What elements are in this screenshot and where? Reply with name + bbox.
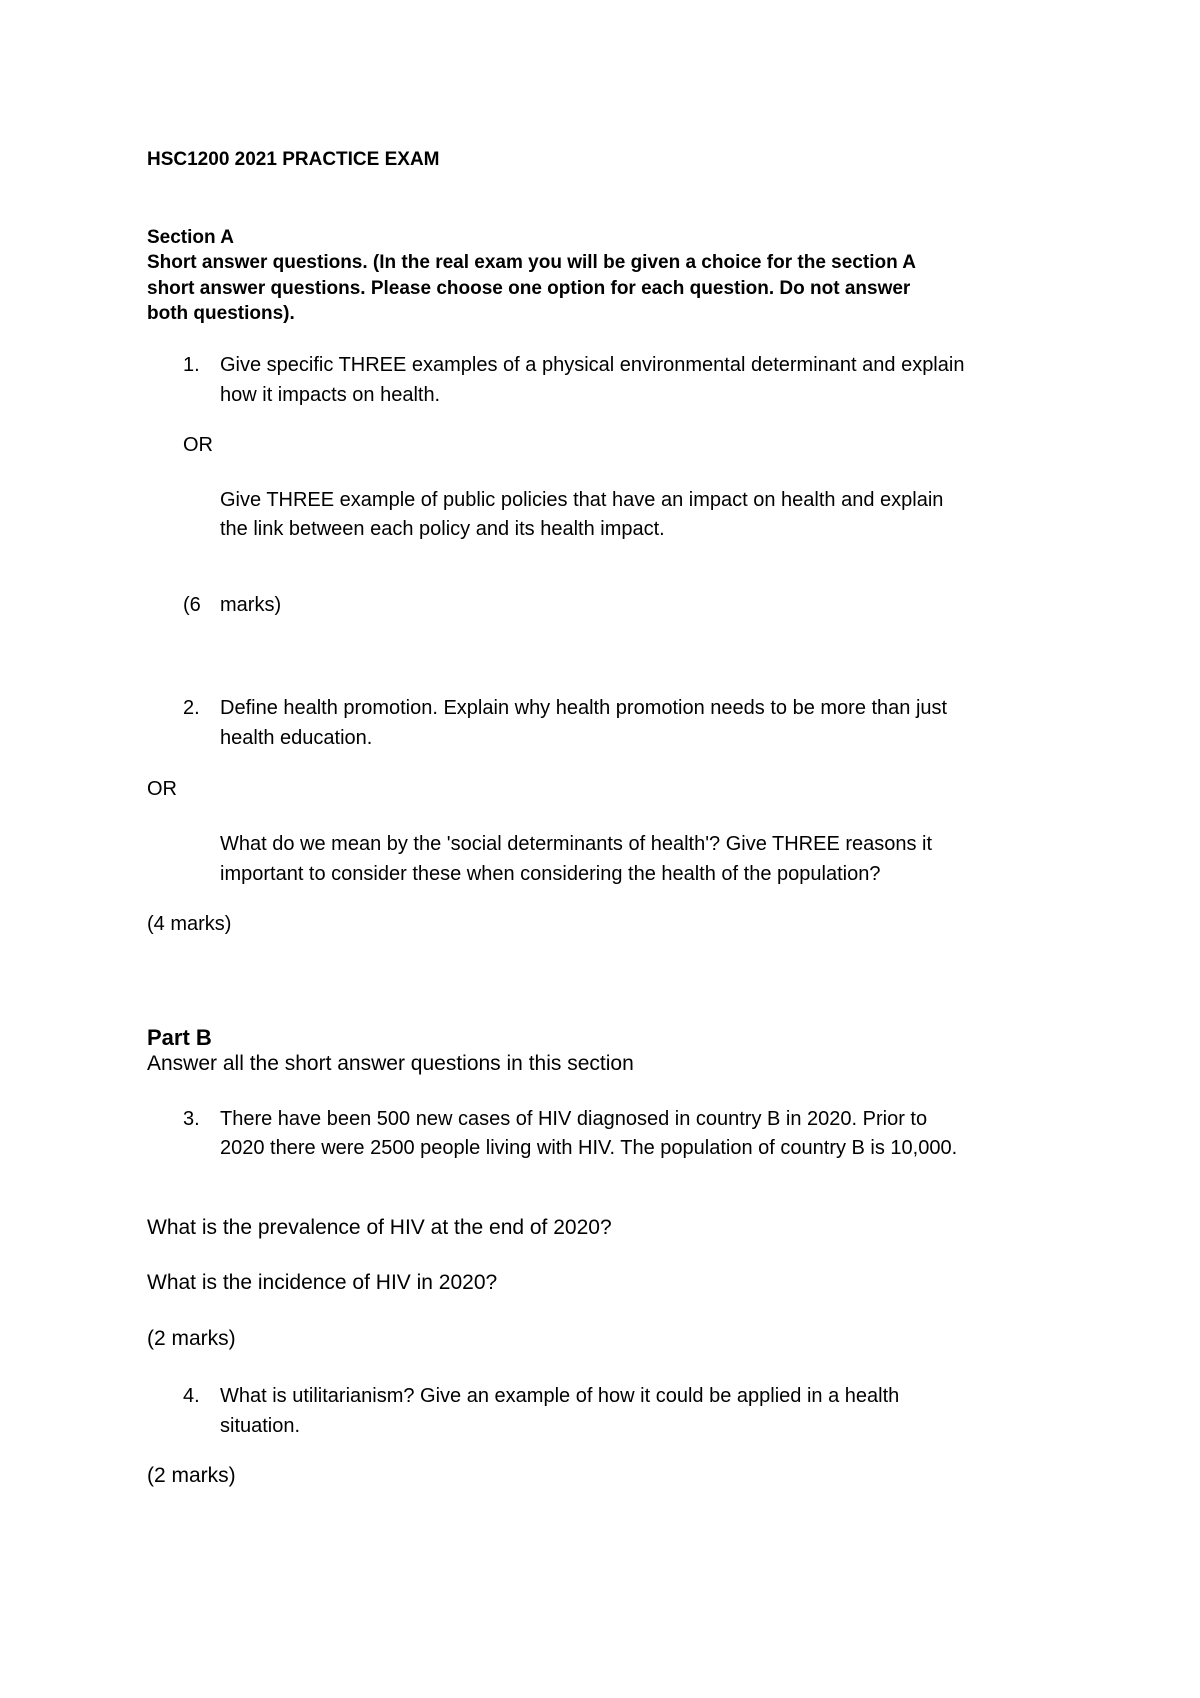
- question-1-marks-open: (6: [183, 594, 201, 616]
- section-a-instructions-line-3: both questions).: [147, 303, 295, 324]
- section-a-instructions-line-2: short answer questions. Please choose one option for each question. Do not answer: [147, 278, 911, 299]
- question-2-or: OR: [147, 778, 177, 800]
- question-3-marks: (2 marks): [147, 1327, 236, 1350]
- question-2-number: 2.: [183, 697, 200, 719]
- question-3-line-1: There have been 500 new cases of HIV diagnosed in country B in 2020. Prior to: [220, 1108, 928, 1130]
- question-1-alt-line-2: the link between each policy and its health impact.: [220, 518, 665, 540]
- question-1-or: OR: [183, 434, 213, 456]
- part-b-subtitle: Answer all the short answer questions in this section: [147, 1052, 634, 1075]
- question-4-line-1: What is utilitarianism? Give an example of how it could be applied in a health: [220, 1385, 900, 1407]
- question-1-marks: marks): [220, 594, 282, 616]
- question-3-incidence: What is the incidence of HIV in 2020?: [147, 1271, 498, 1294]
- question-1-alt-line-1: Give THREE example of public policies that have an impact on health and explain: [220, 489, 944, 511]
- section-a-instructions-line-1: Short answer questions. (In the real exam you will be given a choice for the section A: [147, 252, 916, 273]
- question-2-alt-line-1: What do we mean by the 'social determinants of health'? Give THREE reasons it: [220, 833, 933, 855]
- part-b-heading: Part B: [147, 1025, 212, 1050]
- question-2-line-1: Define health promotion. Explain why health promotion needs to be more than just: [220, 697, 948, 719]
- question-1-line-2: how it impacts on health.: [220, 384, 441, 406]
- question-4-marks: (2 marks): [147, 1464, 236, 1487]
- question-2-line-2: health education.: [220, 727, 373, 749]
- question-3-line-2: 2020 there were 2500 people living with HIV. The population of country B is 10,000.: [220, 1137, 958, 1159]
- question-2-marks: (4 marks): [147, 913, 232, 935]
- question-2-alt-line-2: important to consider these when considering the health of the population?: [220, 863, 881, 885]
- question-4-number: 4.: [183, 1385, 200, 1407]
- question-3-number: 3.: [183, 1108, 200, 1130]
- question-3-prevalence: What is the prevalence of HIV at the end of 2020?: [147, 1216, 612, 1239]
- question-4-line-2: situation.: [220, 1415, 301, 1437]
- section-a-heading: Section A: [147, 227, 234, 248]
- question-1-number: 1.: [183, 354, 200, 376]
- question-1-line-1: Give specific THREE examples of a physical environmental determinant and explain: [220, 354, 965, 376]
- document-title: HSC1200 2021 PRACTICE EXAM: [147, 149, 440, 170]
